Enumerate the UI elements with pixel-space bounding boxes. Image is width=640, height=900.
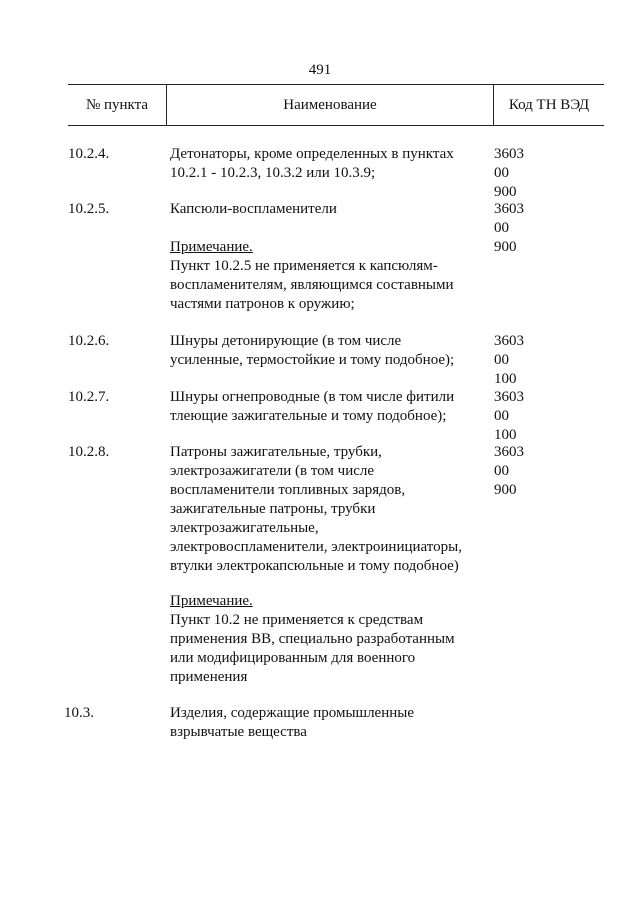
- row-number: 10.2.5.: [68, 201, 110, 217]
- row-number: 10.2.4.: [68, 146, 110, 162]
- row-name: [170, 200, 490, 219]
- name-line: Шнуры огнепроводные (в том числе фитили: [170, 389, 455, 405]
- name-line: тлеющие зажигательные и тому подобное);: [170, 408, 447, 424]
- name-line: 10.2.1 - 10.2.3, 10.3.2 или 10.3.9;: [170, 165, 376, 181]
- note-line: применения ВВ, специально разработанным: [170, 631, 455, 647]
- name-line: Изделия, содержащие промышленные: [170, 705, 415, 721]
- note-line: применения: [170, 669, 248, 685]
- header-item-number: № пункта: [85, 97, 149, 113]
- name-line: зажигательные патроны, трубки: [170, 501, 376, 517]
- note-block: [170, 592, 490, 687]
- note-line: или модифицированным для военного: [170, 650, 416, 666]
- note-block: [170, 238, 490, 314]
- row-number: 10.2.7.: [68, 389, 110, 405]
- name-line: электрозажигатели (в том числе: [170, 463, 375, 479]
- row-code: 3603 00 900: [494, 146, 524, 200]
- note-line: частями патронов к оружию;: [170, 296, 355, 312]
- name-line: Патроны зажигательные, трубки,: [170, 444, 382, 460]
- name-line: Детонаторы, кроме определенных в пунктах: [170, 146, 454, 162]
- row-code: 3603 00 900: [494, 201, 524, 255]
- note-title: Примечание.: [170, 239, 253, 255]
- name-line: воспламенители топливных зарядов,: [170, 482, 406, 498]
- note-line: Пункт 10.2.5 не применяется к капсюлям-: [170, 258, 438, 274]
- note-line: воспламенителям, являющимся составными: [170, 277, 454, 293]
- row-number: 10.2.6.: [68, 333, 110, 349]
- name-line: усиленные, термостойкие и тому подобное);: [170, 352, 455, 368]
- name-line: электрозажигательные,: [170, 520, 319, 536]
- row-code: 3603 00 900: [494, 444, 524, 498]
- name-line: электровоспламенители, электроинициаторы,: [170, 539, 462, 555]
- row-code: 3603 00 100: [494, 333, 524, 387]
- name-line: Шнуры детонирующие (в том числе: [170, 333, 402, 349]
- header-name: Наименование: [166, 85, 494, 125]
- note-title: Примечание.: [170, 593, 253, 609]
- row-number: 10.3.: [64, 705, 94, 721]
- name-line: втулки электрокапсюльные и тому подобное): [170, 558, 459, 574]
- row-name: [170, 388, 490, 426]
- row-code: 3603 00 100: [494, 389, 524, 443]
- row-name: [170, 443, 490, 576]
- row-name: [170, 332, 490, 370]
- name-line: Капсюли-воспламенители: [170, 201, 337, 217]
- name-line: взрывчатые вещества: [170, 724, 307, 740]
- row-name: [170, 704, 490, 742]
- table-header: [68, 84, 604, 126]
- page-number: 491: [308, 62, 332, 78]
- row-number: 10.2.8.: [68, 444, 110, 460]
- header-code: Код ТН ВЭД: [508, 97, 590, 113]
- row-name: [170, 145, 490, 183]
- note-line: Пункт 10.2 не применяется к средствам: [170, 612, 424, 628]
